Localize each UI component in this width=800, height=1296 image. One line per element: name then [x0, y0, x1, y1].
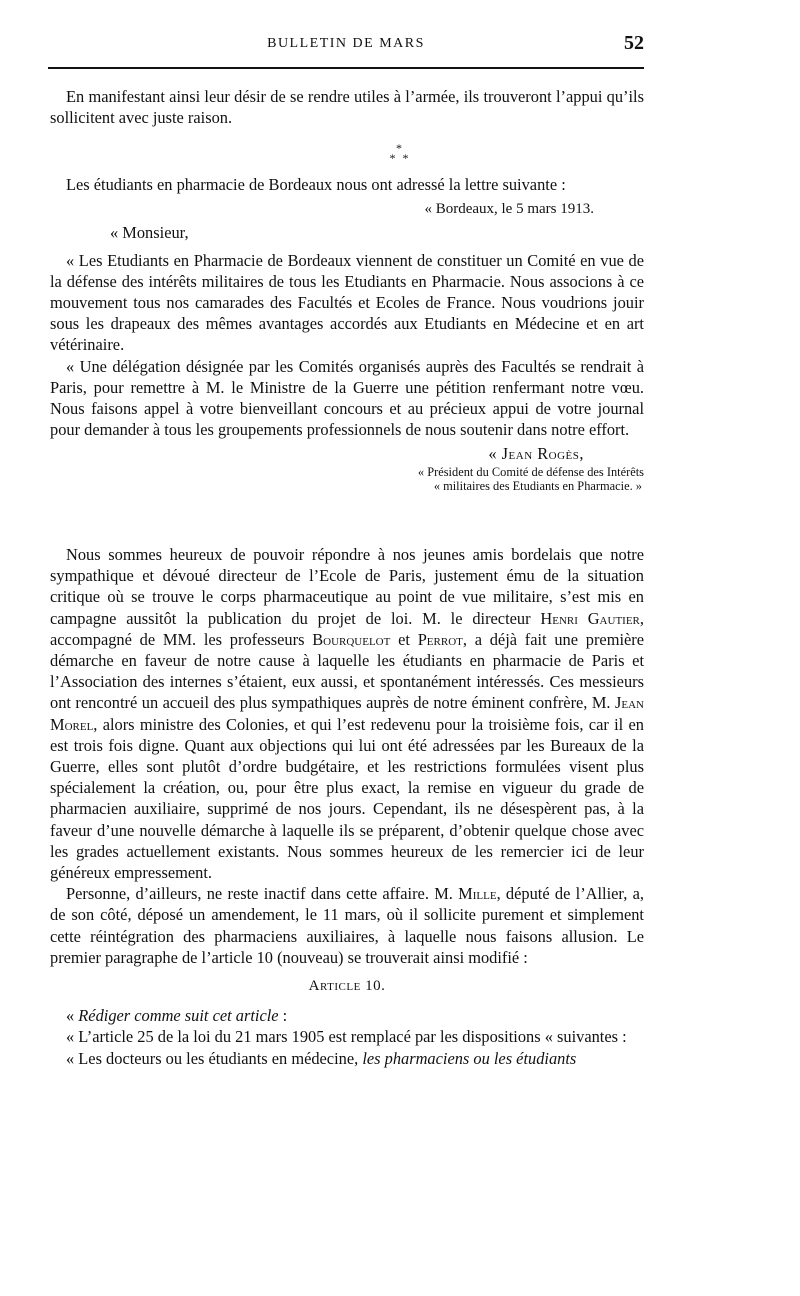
letter-paragraph-2: « Une délégation désignée par les Comités organisés auprès des Facultés se rendrait à Paris, pour remettre à M. le Ministre de la Guerre une pétition renfermant notre vœu. Nous faisons appel à votre bienveillant concours et au précieux appui de votre journal pour demander à tous les groupements professionnels de nous soutenir dans notre effort. — [50, 356, 644, 440]
italic-run: Rédiger comme suit cet article — [78, 1006, 279, 1026]
letter-paragraph-1: « Les Etudiants en Pharmacie de Bordeaux viennent de constituer un Comité en vue de la défense des intérêts militaires de tous les Etudiants en Pharmacie. Nous associons à ce mouvement tous nos camarades des Facultés et Ecoles de France. Nous voudrions jouir sous les drapeaux des mêmes avantages accordés aux Etudiants en Médecine et en art vétérinaire. — [50, 250, 644, 355]
commentary-paragraph-2 — [50, 883, 644, 968]
text-run: , alors ministre des Colonies, et qui l’est redevenu pour la troisième fois, car il en est trois fois digne. Quant aux objections qui lui ont été adressées par les Bureaux de la Guerre, elles sont plutôt d’ordre budgétaire, et les restrictions formulées visent plus spécialement la création, ou, pour être plus exact, la remise en vigueur du grade de pharmacien auxiliaire, supprimé de nos jours. Cependant, ils ne désespèrent pas, à la faveur d’une nouvelle démarche à laquelle ils se préparent, d’obtenir quelque chose avec les grades actuellement existants. Nous sommes heureux de les remercier ici de leur généreux empressement. — [50, 714, 644, 883]
letter-block — [50, 174, 644, 494]
person-name: Bourquelot — [312, 629, 391, 649]
header-rule — [48, 67, 644, 69]
text-run: , a déjà fait une première démarche en faveur de notre cause à laquelle les étudiants en pharmacie de Paris et l’Association des internes s’étaient, eux aussi, et spontanément intéressés. Ces messieurs ont rencontré un accueil des plus sympathiques auprès de notre éminent confrère, M. — [50, 629, 645, 713]
person-name: Jean Morel — [50, 693, 644, 734]
article-heading-text: Article 10. — [308, 978, 386, 995]
commentary-paragraph-1 — [50, 544, 644, 883]
article-heading — [50, 976, 644, 997]
running-title: BULLETIN DE MARS — [267, 36, 425, 51]
letter-dateline: « Bordeaux, le 5 mars 1913. — [424, 201, 594, 218]
text-run: et — [390, 629, 418, 649]
signature-role-line-2: « militaires des Etudiants en Pharmacie. » — [433, 479, 642, 494]
commentary-block — [50, 544, 644, 1069]
text-run: « Les docteurs ou les étudiants en médecine, — [66, 1048, 363, 1068]
amendment-line-3 — [50, 1048, 644, 1069]
amendment-line-1 — [50, 1005, 644, 1026]
text-run: « — [66, 1006, 79, 1026]
text-run: , député de l’Allier, a, de son côté, déposé un amendement, le 11 mars, où il sollicite purement et simplement cette réintégration des pharmaciens auxiliaires, à laquelle nous faisons allusion. Le premier paragraphe de l’article 10 (nouveau) se trouverait ainsi modifié : — [50, 884, 644, 967]
page-header — [48, 30, 644, 58]
signature-role-line-1: « Président du Comité de défense des Intérêts — [417, 464, 644, 479]
text-run: : — [278, 1006, 288, 1026]
amendment-line-2: « L’article 25 de la loi du 21 mars 1905 est remplacé par les dispositions « suivantes : — [66, 1027, 627, 1047]
person-name: Perrot — [417, 629, 463, 649]
page-number: 52 — [624, 32, 644, 54]
text-run: Personne, d’ailleurs, ne reste inactif dans cette affaire. M. — [66, 884, 459, 904]
intro-paragraph: En manifestant ainsi leur désir de se rendre utiles à l’armée, ils trouveront l’appui qu’ils sollicitent avec juste raison. — [50, 87, 644, 128]
letter-signature — [50, 443, 644, 464]
asterism: * * * — [389, 141, 411, 165]
letter-salutation: « Monsieur, — [110, 223, 189, 243]
text-run: , accompagné de MM. les professeurs — [50, 608, 644, 649]
letter-lead: Les étudiants en pharmacie de Bordeaux nous ont adressé la lettre suivante : — [66, 175, 566, 194]
text-run: Nous sommes heureux de pouvoir répondre à nos jeunes amis bordelais que notre sympathique et dévoué directeur de l’Ecole de Paris, justement ému de la situation critique où se trouve le corps pharmaceutique au point de vue militaire, s’est mis en campagne aussitôt la publication du projet de loi. M. le directeur — [50, 545, 644, 628]
italic-run: les pharmaciens ou les étudiants — [362, 1048, 577, 1068]
person-name: Mille — [458, 884, 497, 904]
person-name: Henri Gautier — [540, 608, 640, 628]
intro-block — [50, 86, 644, 128]
section-separator — [0, 143, 800, 163]
signature-name: « Jean Rogès, — [488, 444, 584, 464]
